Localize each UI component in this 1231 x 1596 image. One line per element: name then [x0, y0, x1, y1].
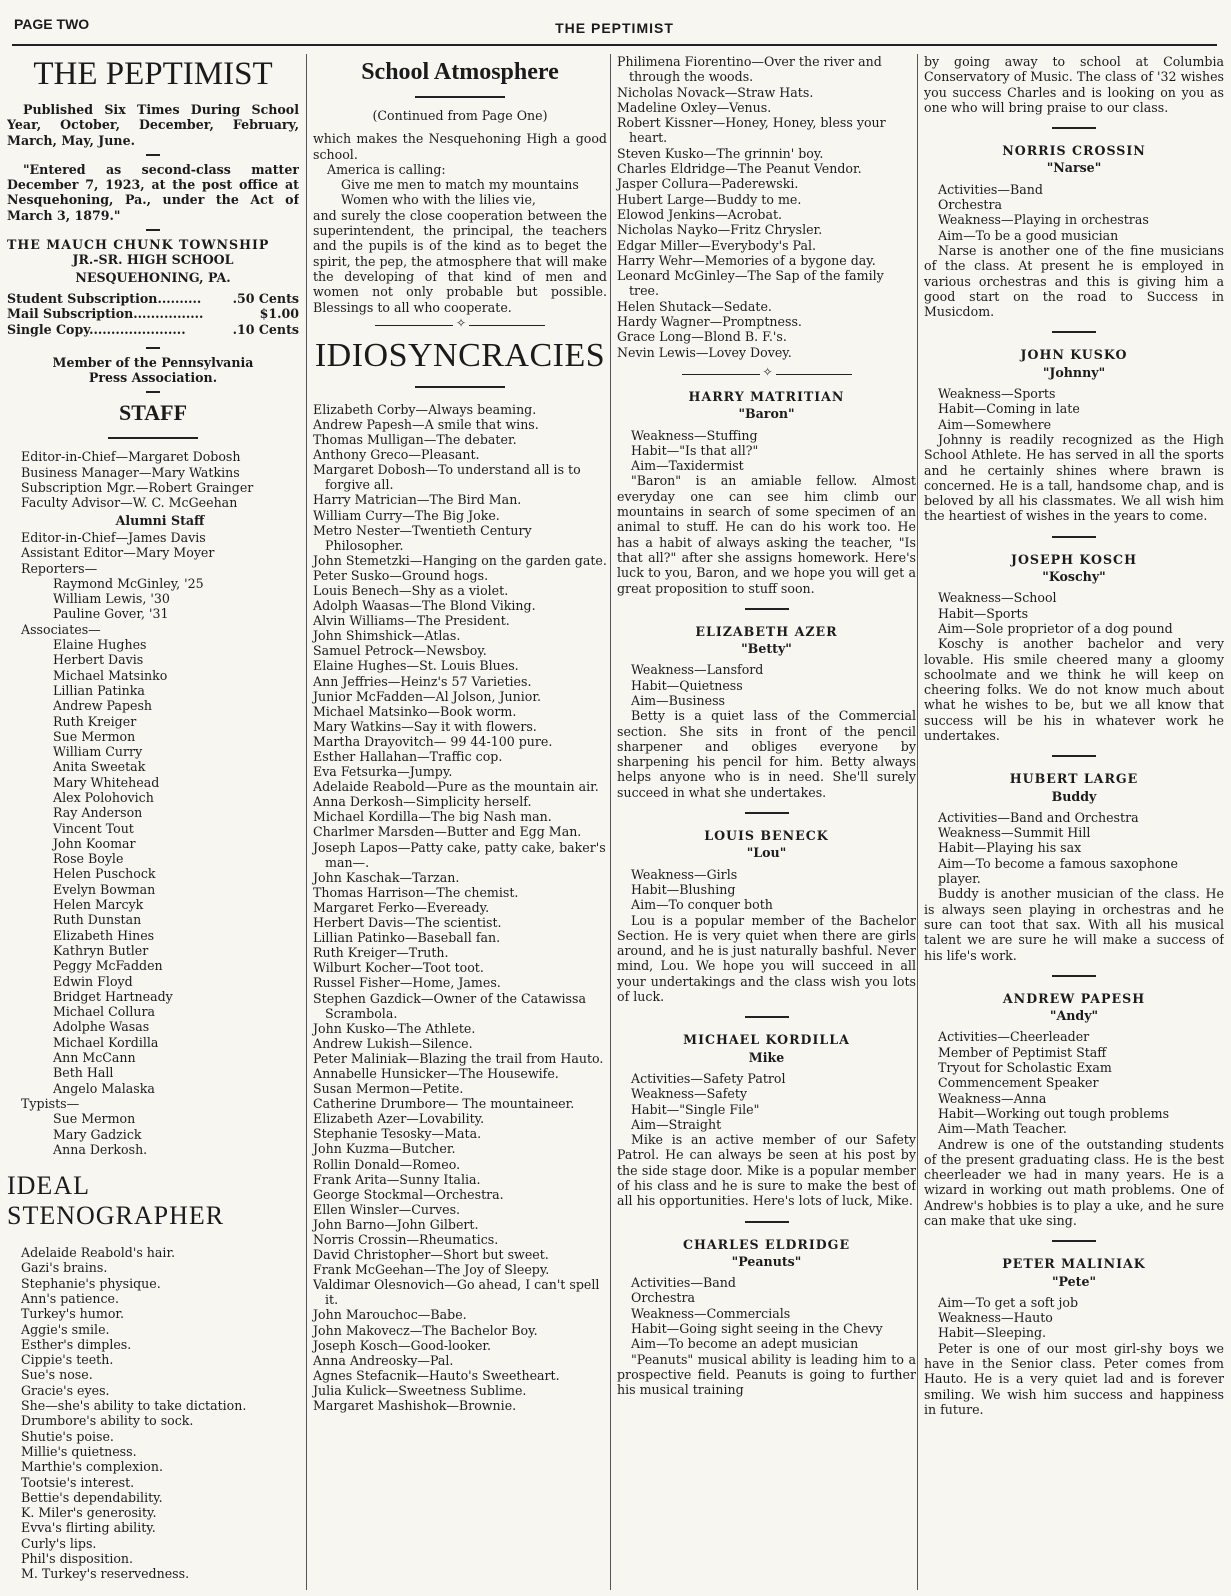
- idiosyncrasy-item: Harry Matrician—The Bird Man.: [313, 492, 522, 508]
- idiosyncrasy-item: Ann Jeffries—Heinz's 57 Varieties.: [313, 673, 532, 689]
- profile-attribute: Commencement Speaker: [938, 1075, 1099, 1091]
- atmosphere-para-1: which makes the Nesquehoning High a good school.: [313, 131, 607, 162]
- idiosyncrasy-item: Valdimar Olesnovich—Go ahead, I can't spell it.: [313, 1277, 600, 1308]
- idiosyncrasy-item: Harry Wehr—Memories of a bygone day.: [617, 252, 876, 268]
- verse-line: Women who with the lilies vie,: [341, 192, 536, 208]
- idiosyncrasy-item: Charlmer Marsden—Butter and Egg Man.: [313, 824, 582, 840]
- idiosyncrasy-item: Andrew Papesh—A smile that wins.: [313, 416, 539, 432]
- idiosyncrasy-item: Joseph Kosch—Good-looker.: [313, 1337, 492, 1353]
- profile-attribute: Aim—To become an adept musician: [631, 1336, 859, 1352]
- column-3: [610, 54, 916, 1590]
- profile-nickname: "Betty": [741, 641, 792, 657]
- divider: [1052, 1240, 1096, 1242]
- column-4: [917, 54, 1224, 1590]
- subscription-row: Student Subscription.......... .50 Cents: [7, 290, 299, 306]
- idiosyncrasy-item: Stephanie Tesosky—Mata.: [313, 1126, 482, 1142]
- ideal-item: M. Turkey's reservedness.: [21, 1566, 190, 1582]
- ornament-divider: [682, 374, 852, 375]
- ideal-item: K. Miler's generosity.: [21, 1505, 157, 1521]
- profile-large: [924, 755, 1224, 963]
- idiosyncrasy-item: Joseph Lapos—Patty cake, patty cake, baker's man—.: [313, 839, 606, 870]
- idiosyncrasy-item: Thomas Harrison—The chemist.: [313, 884, 519, 900]
- profile-betty: [617, 608, 916, 800]
- associate-name: Michael Collura: [53, 1004, 155, 1020]
- ideal-item: Phil's disposition.: [21, 1551, 134, 1567]
- associates-list: [21, 637, 299, 1096]
- ideal-item: Shutie's poise.: [21, 1428, 114, 1444]
- typist-name: Sue Mermon: [53, 1111, 136, 1127]
- profile-attribute: Habit—Sports: [938, 605, 1029, 621]
- idiosyncrasy-item: Grace Long—Blond B. F.'s.: [617, 329, 787, 345]
- profile-nickname: "Baron": [738, 406, 795, 422]
- profile-name: ELIZABETH AZER: [695, 623, 838, 639]
- idiosyncrasy-item: Anthony Greco—Pleasant.: [313, 447, 480, 463]
- verse-line: America is calling:: [327, 161, 446, 177]
- idiosyncrasy-item: Catherine Drumbore— The mountaineer.: [313, 1096, 575, 1112]
- associate-name: Vincent Tout: [53, 820, 134, 836]
- profile-paragraph: "Baron" is an amiable fellow. Almost everyday one can see him climb our mountains in search of some specimen of an animal to stuff. He can do his work too. He has a habit of always asking the teacher, "Is that all?" after she assigns homework. Here's luck to you, Baron, and we hope you will get a great proposition to stuff soon.: [617, 473, 916, 596]
- profile-attribute: Aim—Straight: [631, 1116, 722, 1132]
- ideal-item: Aggie's smile.: [21, 1321, 110, 1337]
- profile-paragraph: Lou is a popular member of the Bachelor Section. He is very quiet when there are girls around, and he is just naturally bashful. Never mind, Lou. We hope you will succeed in all your undertakings and the class wish you lots of luck.: [617, 912, 916, 1005]
- subscription-row: Mail Subscription................ $1.00: [7, 306, 299, 322]
- profile-attribute: Aim—Taxidermist: [631, 458, 744, 474]
- idiosyncrasy-item: Agnes Stefacnik—Hauto's Sweetheart.: [313, 1367, 560, 1383]
- associate-name: Peggy McFadden: [53, 958, 163, 974]
- profile-attribute: Tryout for Scholastic Exam: [938, 1060, 1112, 1076]
- profile-kosch: [924, 536, 1224, 744]
- running-title: THE PEPTIMIST: [555, 20, 674, 36]
- profile-attribute: Activities—Band: [938, 181, 1043, 197]
- staff-entry: Editor-in-Chief—James Davis: [21, 529, 206, 545]
- idiosyncrasy-item: Junior McFadden—Al Jolson, Junior.: [313, 688, 541, 704]
- staff-entry: Business Manager—Mary Watkins: [21, 464, 240, 480]
- profile-name: ANDREW PAPESH: [1002, 990, 1146, 1006]
- idiosyncrasy-item: John Shimshick—Atlas.: [313, 628, 461, 644]
- idiosyncrasy-item: Adolph Waasas—The Blond Viking.: [313, 598, 536, 614]
- idiosyncrasy-item: Hardy Wagner—Promptness.: [617, 314, 802, 330]
- idiosyncrasy-item: Herbert Davis—The scientist.: [313, 915, 502, 931]
- profile-paragraph: Andrew is one of the outstanding students of the present graduating class. He is the best cheerleader we had in many years. He is a wizard in working out math problems. One of Andrew's hobbies is to play a uke, and he sure can make that uke sing.: [924, 1136, 1224, 1228]
- idiosyncrasy-item: John Kaschak—Tarzan.: [313, 869, 460, 885]
- profile-name: NORRIS CROSSIN: [1002, 143, 1146, 159]
- profile-attribute: Aim—Somewhere: [938, 416, 1052, 432]
- ideal-item: Marthie's complexion.: [21, 1459, 163, 1475]
- idiosyncrasy-item: Annabelle Hunsicker—The Housewife.: [313, 1065, 559, 1081]
- profile-name: JOHN KUSKO: [1020, 347, 1128, 363]
- idiosyncrasy-item: Leonard McGinley—The Sap of the family tree.: [617, 268, 884, 299]
- idiosyncrasy-item: Adelaide Reabold—Pure as the mountain air.: [313, 779, 599, 795]
- staff-entry: Reporters—: [21, 560, 98, 576]
- associate-name: Bridget Hartneady: [53, 988, 173, 1004]
- divider: [1052, 755, 1096, 757]
- associate-name: Michael Kordilla: [53, 1034, 159, 1050]
- profile-kusko: [924, 331, 1224, 523]
- idiosyncrasy-item: Elizabeth Azer—Lovability.: [313, 1111, 485, 1127]
- ideal-stenographer-title: IDEAL STENOGRAPHER: [7, 1171, 225, 1231]
- profile-paragraph: Buddy is another musician of the class. He is always seen playing in orchestras and he sure can toot that sax. With all his musical talent we are sure he will make a success of his life's work.: [924, 886, 1224, 963]
- idiosyncrasy-item: Ruth Kreiger—Truth.: [313, 945, 449, 961]
- profile-attribute: Aim—Business: [631, 692, 726, 708]
- ideal-item: Esther's dimples.: [21, 1336, 132, 1352]
- associate-name: Helen Puschock: [53, 866, 156, 882]
- divider: [745, 608, 789, 610]
- idiosyncrasy-item: Louis Benech—Shy as a violet.: [313, 582, 509, 598]
- profile-attribute: Weakness—School: [938, 590, 1057, 606]
- idiosyncrasy-item: Ellen Winsler—Curves.: [313, 1201, 461, 1217]
- typists-list: [21, 1111, 299, 1157]
- idiosyncrasy-item: John Makovecz—The Bachelor Boy.: [313, 1322, 538, 1338]
- idiosyncrasy-item: Samuel Petrock—Newsboy.: [313, 643, 487, 659]
- profile-attribute: Habit—Going sight seeing in the Chevy: [631, 1321, 883, 1337]
- idiosyncrasy-item: Margaret Ferko—Eveready.: [313, 899, 490, 915]
- associate-name: Michael Matsinko: [53, 667, 168, 683]
- profile-mike: [617, 1016, 916, 1208]
- profile-attribute: Aim—To become a famous saxophone player.: [938, 855, 1178, 887]
- reporter-name: Raymond McGinley, '25: [53, 575, 204, 591]
- idiosyncrasy-item: John Barno—John Gilbert.: [313, 1216, 479, 1232]
- profile-papesh: [924, 975, 1224, 1228]
- profile-nickname: "Johnny": [1042, 364, 1106, 380]
- profiles-column-4: [924, 127, 1224, 1417]
- idiosyncracies-continued-list: [617, 54, 916, 360]
- divider: [1052, 536, 1096, 538]
- profile-nickname: Mike: [748, 1049, 785, 1065]
- staff-entry: Subscription Mgr.—Robert Grainger: [21, 480, 254, 496]
- profile-attribute: Weakness—Stuffing: [631, 427, 758, 443]
- idiosyncrasy-item: Alvin Williams—The President.: [313, 613, 510, 629]
- profile-attribute: Aim—To be a good musician: [938, 227, 1119, 243]
- reporters-list: [21, 576, 299, 622]
- idiosyncrasy-item: Peter Susko—Ground hogs.: [313, 567, 489, 583]
- divider: [745, 812, 789, 814]
- idiosyncrasy-item: John Marouchoc—Babe.: [313, 1307, 467, 1323]
- divider: [415, 386, 505, 388]
- associates-label: Associates—: [21, 621, 101, 637]
- idiosyncrasy-item: Jasper Collura—Paderewski.: [617, 176, 799, 192]
- staff-list: [7, 449, 299, 1157]
- idiosyncrasy-item: Michael Matsinko—Book worm.: [313, 703, 517, 719]
- divider: [415, 96, 505, 98]
- associate-name: Ruth Dunstan: [53, 912, 142, 928]
- idiosyncrasy-item: Nicholas Nayko—Fritz Chrysler.: [617, 222, 823, 238]
- idiosyncrasy-item: Rollin Donald—Romeo.: [313, 1156, 461, 1172]
- eldridge-continued: by going away to school at Columbia Conservatory of Music. The class of '32 wishes you success Charles and is looking on you as one who will bring praise to our class.: [924, 54, 1224, 115]
- associate-name: Ann McCann: [53, 1050, 136, 1066]
- divider: [146, 154, 160, 156]
- ideal-item: Tootsie's interest.: [21, 1474, 135, 1490]
- idiosyncrasy-item: Elizabeth Corby—Always beaming.: [313, 401, 537, 417]
- school-line-3: NESQUEHONING, PA.: [75, 269, 231, 285]
- divider: [146, 229, 160, 231]
- profile-nickname: "Lou": [746, 845, 787, 861]
- idiosyncrasy-item: Elowod Jenkins—Acrobat.: [617, 206, 783, 222]
- continued-note: (Continued from Page One): [372, 108, 548, 123]
- associate-name: Rose Boyle: [53, 851, 124, 867]
- divider: [1052, 975, 1096, 977]
- ideal-item: Stephanie's physique.: [21, 1275, 161, 1291]
- profile-attribute: Habit—"Single File": [631, 1101, 760, 1117]
- associate-name: Elizabeth Hines: [53, 927, 155, 943]
- associate-name: Angelo Malaska: [53, 1080, 155, 1096]
- profile-name: CHARLES ELDRIDGE: [682, 1236, 851, 1252]
- associate-name: Anita Sweetak: [53, 759, 146, 775]
- profile-paragraph: "Peanuts" musical ability is leading him to a prospective field. Peanuts is going to further his musical training: [617, 1351, 916, 1398]
- associate-name: Kathryn Butler: [53, 942, 149, 958]
- profile-attribute: Weakness—Hauto: [938, 1310, 1053, 1326]
- profile-attribute: Weakness—Girls: [631, 866, 738, 882]
- ideal-item: Gracie's eyes.: [21, 1382, 110, 1398]
- ideal-item: Millie's quietness.: [21, 1443, 137, 1459]
- ornament-divider: [375, 325, 545, 326]
- ideal-item: Sue's nose.: [21, 1367, 93, 1383]
- associate-name: Evelyn Bowman: [53, 881, 156, 897]
- divider: [745, 1221, 789, 1223]
- profile-attribute: Orchestra: [631, 1290, 696, 1306]
- staff-entry: Faculty Advisor—W. C. McGeehan: [21, 495, 238, 511]
- idiosyncrasy-item: Elaine Hughes—St. Louis Blues.: [313, 658, 519, 674]
- associate-name: Andrew Papesh: [53, 698, 153, 714]
- idiosyncrasy-item: Eva Fetsurka—Jumpy.: [313, 764, 453, 780]
- profile-nickname: "Narse": [1046, 160, 1102, 176]
- profile-attribute: Habit—Blushing: [631, 881, 736, 897]
- profile-name: HUBERT LARGE: [1009, 771, 1139, 787]
- column-2: [306, 54, 607, 1590]
- page-header: [12, 14, 1217, 46]
- idiosyncrasy-item: Metro Nester—Twentieth Century Philosopher.: [313, 522, 532, 553]
- associate-name: Beth Hall: [53, 1065, 114, 1081]
- profile-attribute: Habit—Working out tough problems: [938, 1105, 1170, 1121]
- profile-nickname: Buddy: [1051, 788, 1097, 804]
- ideal-item: Gazi's brains.: [21, 1260, 108, 1276]
- profile-name: LOUIS BENECK: [704, 828, 829, 844]
- alumni-staff-heading: Alumni Staff: [115, 512, 205, 528]
- profile-nickname: "Peanuts": [731, 1253, 802, 1269]
- associate-name: Alex Polohovich: [53, 789, 154, 805]
- profile-attribute: Habit—Playing his sax: [938, 840, 1082, 856]
- idiosyncrasy-item: Michael Kordilla—The big Nash man.: [313, 809, 552, 825]
- associate-name: John Koomar: [53, 835, 136, 851]
- profiles-column-3: [617, 389, 916, 1398]
- ideal-item: Turkey's humor.: [21, 1306, 125, 1322]
- ideal-item: Bettie's dependability.: [21, 1489, 163, 1505]
- profile-name: MICHAEL KORDILLA: [683, 1032, 850, 1048]
- associate-name: Lillian Patinka: [53, 682, 145, 698]
- associate-name: Edwin Floyd: [53, 973, 133, 989]
- idiosyncrasy-item: Lillian Patinko—Baseball fan.: [313, 930, 501, 946]
- idiosyncrasy-item: Andrew Lukish—Silence.: [313, 1035, 473, 1051]
- profile-attribute: Activities—Band and Orchestra: [938, 809, 1139, 825]
- divider: [745, 1016, 789, 1018]
- idiosyncrasy-item: Norris Crossin—Rheumatics.: [313, 1232, 499, 1248]
- verse-line: Give me men to match my mountains: [341, 177, 579, 193]
- associate-name: Helen Marcyk: [53, 897, 144, 913]
- associate-name: Ray Anderson: [53, 805, 143, 821]
- subscription-row: Single Copy...................... .10 Cents: [7, 321, 299, 337]
- profile-paragraph: Mike is an active member of our Safety Patrol. He can always be seen at his post by the side stage door. Mike is a popular member of his class and he is sure to make the best of all his opportunities. Here's lots of luck, Mike.: [617, 1132, 916, 1209]
- idiosyncrasy-item: John Kusko—The Athlete.: [313, 1020, 476, 1036]
- idiosyncrasy-item: Peter Maliniak—Blazing the trail from Hauto.: [313, 1050, 604, 1066]
- masthead-title: THE PEPTIMIST: [33, 56, 273, 92]
- publication-note: Published Six Times During School Year, October, December, February, March, May, June.: [7, 102, 299, 148]
- reporter-name: William Lewis, '30: [53, 591, 170, 607]
- profile-lou: [617, 812, 916, 1004]
- profile-maliniak: [924, 1240, 1224, 1417]
- profile-paragraph: Betty is a quiet lass of the Commercial section. She sits in front of the pencil sharpener and obliges everyone by sharpening his pencil for him. Betty always helps anyone who is in need. She'll surely succeed in what she undertakes.: [617, 708, 916, 800]
- idiosyncrasy-item: Helen Shutack—Sedate.: [617, 298, 772, 314]
- atmosphere-title: School Atmosphere: [361, 59, 559, 85]
- associate-name: Sue Mermon: [53, 728, 136, 744]
- profile-name: HARRY MATRITIAN: [688, 388, 845, 404]
- associate-name: Mary Whitehead: [53, 774, 160, 790]
- profile-attribute: Habit—Sleeping.: [938, 1325, 1047, 1341]
- profile-paragraph: Peter is one of our most girl-shy boys we have in the Senior class. Peter comes from Hauto. He is a very quiet lad and is forever smiling. We wish him success and happiness in future.: [924, 1340, 1224, 1417]
- profile-attribute: Orchestra: [938, 197, 1003, 213]
- profile-paragraph: Johnny is readily recognized as the High School Athlete. He has served in all the sports and he certainly shines where brawn is concerned. He is a tall, handsome chap, and is beloved by all his classmates. We all wish him the heartiest of wishes in the years to come.: [924, 431, 1224, 524]
- idiosyncrasy-item: Edgar Miller—Everybody's Pal.: [617, 237, 816, 253]
- divider: [146, 347, 160, 349]
- idiosyncrasy-item: Charles Eldridge—The Peanut Vendor.: [617, 161, 862, 177]
- profile-nickname: "Pete": [1051, 1273, 1097, 1289]
- idiosyncrasy-item: Anna Andreosky—Pal.: [313, 1352, 454, 1368]
- ideal-item: Evva's flirting ability.: [21, 1520, 156, 1536]
- idiosyncrasy-item: Russel Fisher—Home, James.: [313, 975, 501, 991]
- ideal-item: Curly's lips.: [21, 1535, 97, 1551]
- idiosyncrasy-item: Madeline Oxley—Venus.: [617, 99, 772, 115]
- idiosyncrasy-item: Nevin Lewis—Lovey Dovey.: [617, 344, 792, 360]
- idiosyncrasy-item: Esther Hallahan—Traffic cop.: [313, 749, 503, 765]
- profile-attribute: Weakness—Summit Hill: [938, 825, 1091, 841]
- atmosphere-para-2: and surely the close cooperation between the superintendent, the principal, the teachers and the pupils is of the kind as to beget the spirit, the pep, the atmosphere that will make the developing of that kind of men and women not only probable but possible. Blessings to all who cooperate.: [313, 207, 607, 315]
- idiosyncrasy-item: Martha Drayovitch— 99 44-100 pure.: [313, 733, 553, 749]
- ideal-item: Adelaide Reabold's hair.: [21, 1245, 176, 1261]
- member-note: Member of the Pennsylvania Press Association.: [52, 354, 254, 386]
- profile-name: PETER MALINIAK: [1002, 1256, 1146, 1272]
- idiosyncrasy-item: Margaret Mashishok—Brownie.: [313, 1398, 517, 1414]
- associate-name: Adolphe Wasas: [53, 1019, 150, 1035]
- idiosyncrasy-item: John Kuzma—Butcher.: [313, 1141, 456, 1157]
- idiosyncrasy-item: Stephen Gazdick—Owner of the Catawissa Scrambola.: [313, 990, 586, 1021]
- idiosyncracies-list: [313, 402, 607, 1413]
- idiosyncrasy-item: Frank McGeehan—The Joy of Sleepy.: [313, 1262, 550, 1278]
- profile-attribute: Habit—"Is that all?": [631, 442, 759, 458]
- divider: [1052, 331, 1096, 333]
- profile-attribute: Aim—Math Teacher.: [938, 1121, 1067, 1137]
- typist-name: Mary Gadzick: [53, 1126, 142, 1142]
- profile-attribute: Activities—Safety Patrol: [631, 1070, 786, 1086]
- profile-attribute: Weakness—Anna: [938, 1090, 1047, 1106]
- staff-entry: Assistant Editor—Mary Moyer: [21, 545, 215, 561]
- idiosyncrasy-item: Hubert Large—Buddy to me.: [617, 191, 802, 207]
- profile-attribute: Weakness—Playing in orchestras: [938, 212, 1149, 228]
- divider: [1052, 127, 1096, 129]
- typists-label: Typists—: [21, 1095, 80, 1111]
- ideal-item: Cippie's teeth.: [21, 1352, 114, 1368]
- divider: [108, 437, 198, 439]
- profile-nickname: "Andy": [1049, 1008, 1099, 1024]
- idiosyncrasy-item: Mary Watkins—Say it with flowers.: [313, 718, 537, 734]
- profile-paragraph: Narse is another one of the fine musicians of the class. At present he is employed in various orchestras and this is giving him a good start on the road to Success in Musicdom.: [924, 242, 1224, 320]
- idiosyncrasy-item: Susan Mermon—Petite.: [313, 1081, 464, 1097]
- idiosyncrasy-item: Thomas Mulligan—The debater.: [313, 432, 517, 448]
- idiosyncrasy-item: Nicholas Novack—Straw Hats.: [617, 84, 814, 100]
- staff-entry: Editor-in-Chief—Margaret Dobosh: [21, 449, 241, 465]
- profile-attribute: Habit—Coming in late: [938, 401, 1080, 417]
- idiosyncrasy-item: Philimena Fiorentino—Over the river and through the woods.: [617, 54, 882, 85]
- associate-name: Elaine Hughes: [53, 637, 147, 653]
- idiosyncrasy-item: Robert Kissner—Honey, Honey, bless your heart.: [617, 115, 886, 146]
- school-line-2: JR.-SR. HIGH SCHOOL: [72, 252, 234, 268]
- profile-norris: [924, 127, 1224, 319]
- entry-note: "Entered as second-class matter December 7, 1923, at the post office at Nesquehoning, Pa., under the Act of March 3, 1879.": [7, 161, 299, 223]
- ideal-item: Ann's patience.: [21, 1291, 119, 1306]
- idiosyncrasy-item: Frank Arita—Sunny Italia.: [313, 1171, 481, 1187]
- associate-name: William Curry: [53, 744, 143, 760]
- associate-name: Ruth Kreiger: [53, 713, 137, 729]
- profile-paragraph: Koschy is another bachelor and very lovable. His smile cheered many a gloomy schoolmate and we think he will keep on cheering folks. We do not know much about what he wishes to be, but we all know that success will be his in whatever work he undertakes.: [924, 636, 1224, 743]
- profile-attribute: Weakness—Safety: [631, 1086, 748, 1102]
- idiosyncrasy-item: Wilburt Kocher—Toot toot.: [313, 960, 484, 976]
- profile-attribute: Aim—To conquer both: [631, 897, 773, 913]
- profile-attribute: Habit—Quietness: [631, 677, 743, 693]
- profile-attribute: Weakness—Lansford: [631, 662, 764, 678]
- idiosyncrasy-item: John Stemetzki—Hanging on the garden gate.: [313, 552, 607, 568]
- profile-attribute: Member of Peptimist Staff: [938, 1044, 1107, 1060]
- ideal-item: She—she's ability to take dictation.: [21, 1398, 247, 1414]
- column-1: [7, 54, 299, 1590]
- school-line-1: THE MAUCH CHUNK TOWNSHIP: [7, 237, 270, 253]
- profile-charles: [617, 1221, 916, 1398]
- profile-attribute: Aim—To get a soft job: [938, 1294, 1079, 1310]
- idiosyncrasy-item: Margaret Dobosh—To understand all is to forgive all.: [313, 462, 581, 493]
- ideal-item: Drumbore's ability to sock.: [21, 1413, 194, 1429]
- profile-attribute: Weakness—Commercials: [631, 1305, 791, 1321]
- staff-title: STAFF: [118, 400, 188, 426]
- profile-harry: [617, 389, 916, 596]
- idiosyncrasy-item: Steven Kusko—The grinnin' boy.: [617, 145, 824, 161]
- profile-name: JOSEPH KOSCH: [1011, 551, 1137, 567]
- idiosyncrasy-item: William Curry—The Big Joke.: [313, 507, 500, 523]
- idiosyncrasy-item: Julia Kulick—Sweetness Sublime.: [313, 1382, 527, 1398]
- profile-attribute: Activities—Band: [631, 1275, 736, 1291]
- ideal-stenographer-list: [7, 1245, 299, 1582]
- idiosyncrasy-item: Anna Derkosh—Simplicity herself.: [313, 794, 532, 810]
- profile-attribute: Weakness—Sports: [938, 386, 1056, 402]
- profile-attribute: Activities—Cheerleader: [938, 1029, 1090, 1045]
- divider: [146, 391, 160, 393]
- profile-nickname: "Koschy": [1042, 569, 1106, 585]
- page-number: PAGE TWO: [14, 16, 90, 32]
- idiosyncrasy-item: David Christopher—Short but sweet.: [313, 1247, 549, 1263]
- typist-name: Anna Derkosh.: [53, 1141, 148, 1157]
- idiosyncrasy-item: George Stockmal—Orchestra.: [313, 1186, 504, 1202]
- reporter-name: Pauline Gover, '31: [53, 606, 169, 622]
- profile-attribute: Aim—Sole proprietor of a dog pound: [938, 620, 1173, 636]
- idiosyncracies-title: IDIOSYNCRACIES: [314, 336, 606, 374]
- associate-name: Herbert Davis: [53, 652, 144, 668]
